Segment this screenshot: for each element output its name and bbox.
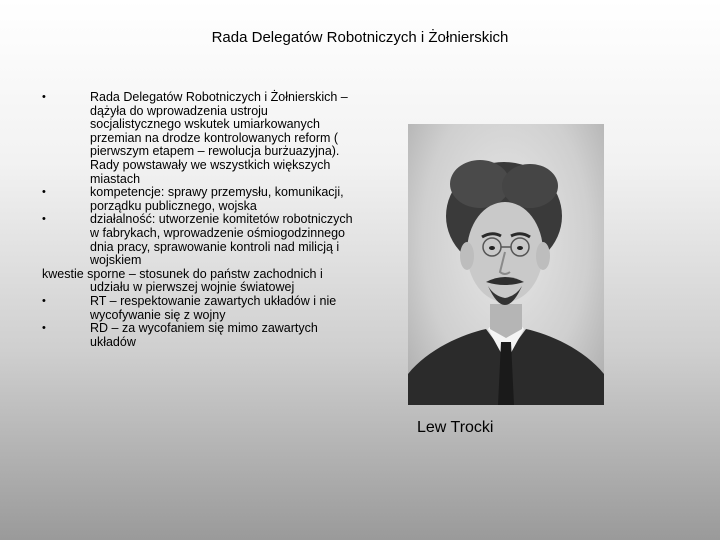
bullet-marker: •: [42, 186, 46, 199]
portrait-photo: [408, 124, 604, 405]
bullet-item: [42, 322, 362, 349]
bullet-text: kompetencje: sprawy przemysłu, komunikacji, porządku publicznego, wojska: [90, 185, 344, 213]
slide-title: Rada Delegatów Robotniczych i Żołnierskich: [211, 29, 509, 46]
bullet-text: RD – za wycofaniem się mimo zawartych układów: [90, 321, 318, 349]
portrait-illustration: [408, 124, 604, 405]
bullet-item: [42, 91, 362, 186]
plain-paragraph: kwestie sporne – stosunek do państw zachodnich i udziału w pierwszej wojnie światowej: [42, 266, 323, 295]
bullet-text: Rada Delegatów Robotniczych i Żołnierskich – dążyła do wprowadzenia ustroju socjalistycznego wskutek umiarkowanych przemian na drodze kontrolowanych reform ( pierwszym etapem – rewolucja burżuazyjna). Rady powstawały we wszystkich większych miastach: [90, 90, 348, 186]
body-text: [42, 91, 362, 349]
bullet-text: działalność: utworzenie komitetów robotniczych w fabrykach, wprowadzenie ośmiogodzinnego dnia pracy, sprawowanie kontroli nad milicją i wojskiem: [90, 212, 353, 268]
photo-caption: Lew Trocki: [417, 419, 494, 436]
bullet-marker: •: [42, 322, 46, 335]
bullet-marker: •: [42, 294, 46, 307]
bullet-marker: •: [42, 213, 46, 226]
bullet-item: [42, 186, 362, 213]
bullet-item: [42, 213, 362, 267]
bullet-text: RT – respektowanie zawartych układów i nie wycofywanie się z wojny: [90, 293, 337, 322]
bullet-item: [42, 295, 362, 322]
bullet-marker: •: [42, 91, 46, 103]
